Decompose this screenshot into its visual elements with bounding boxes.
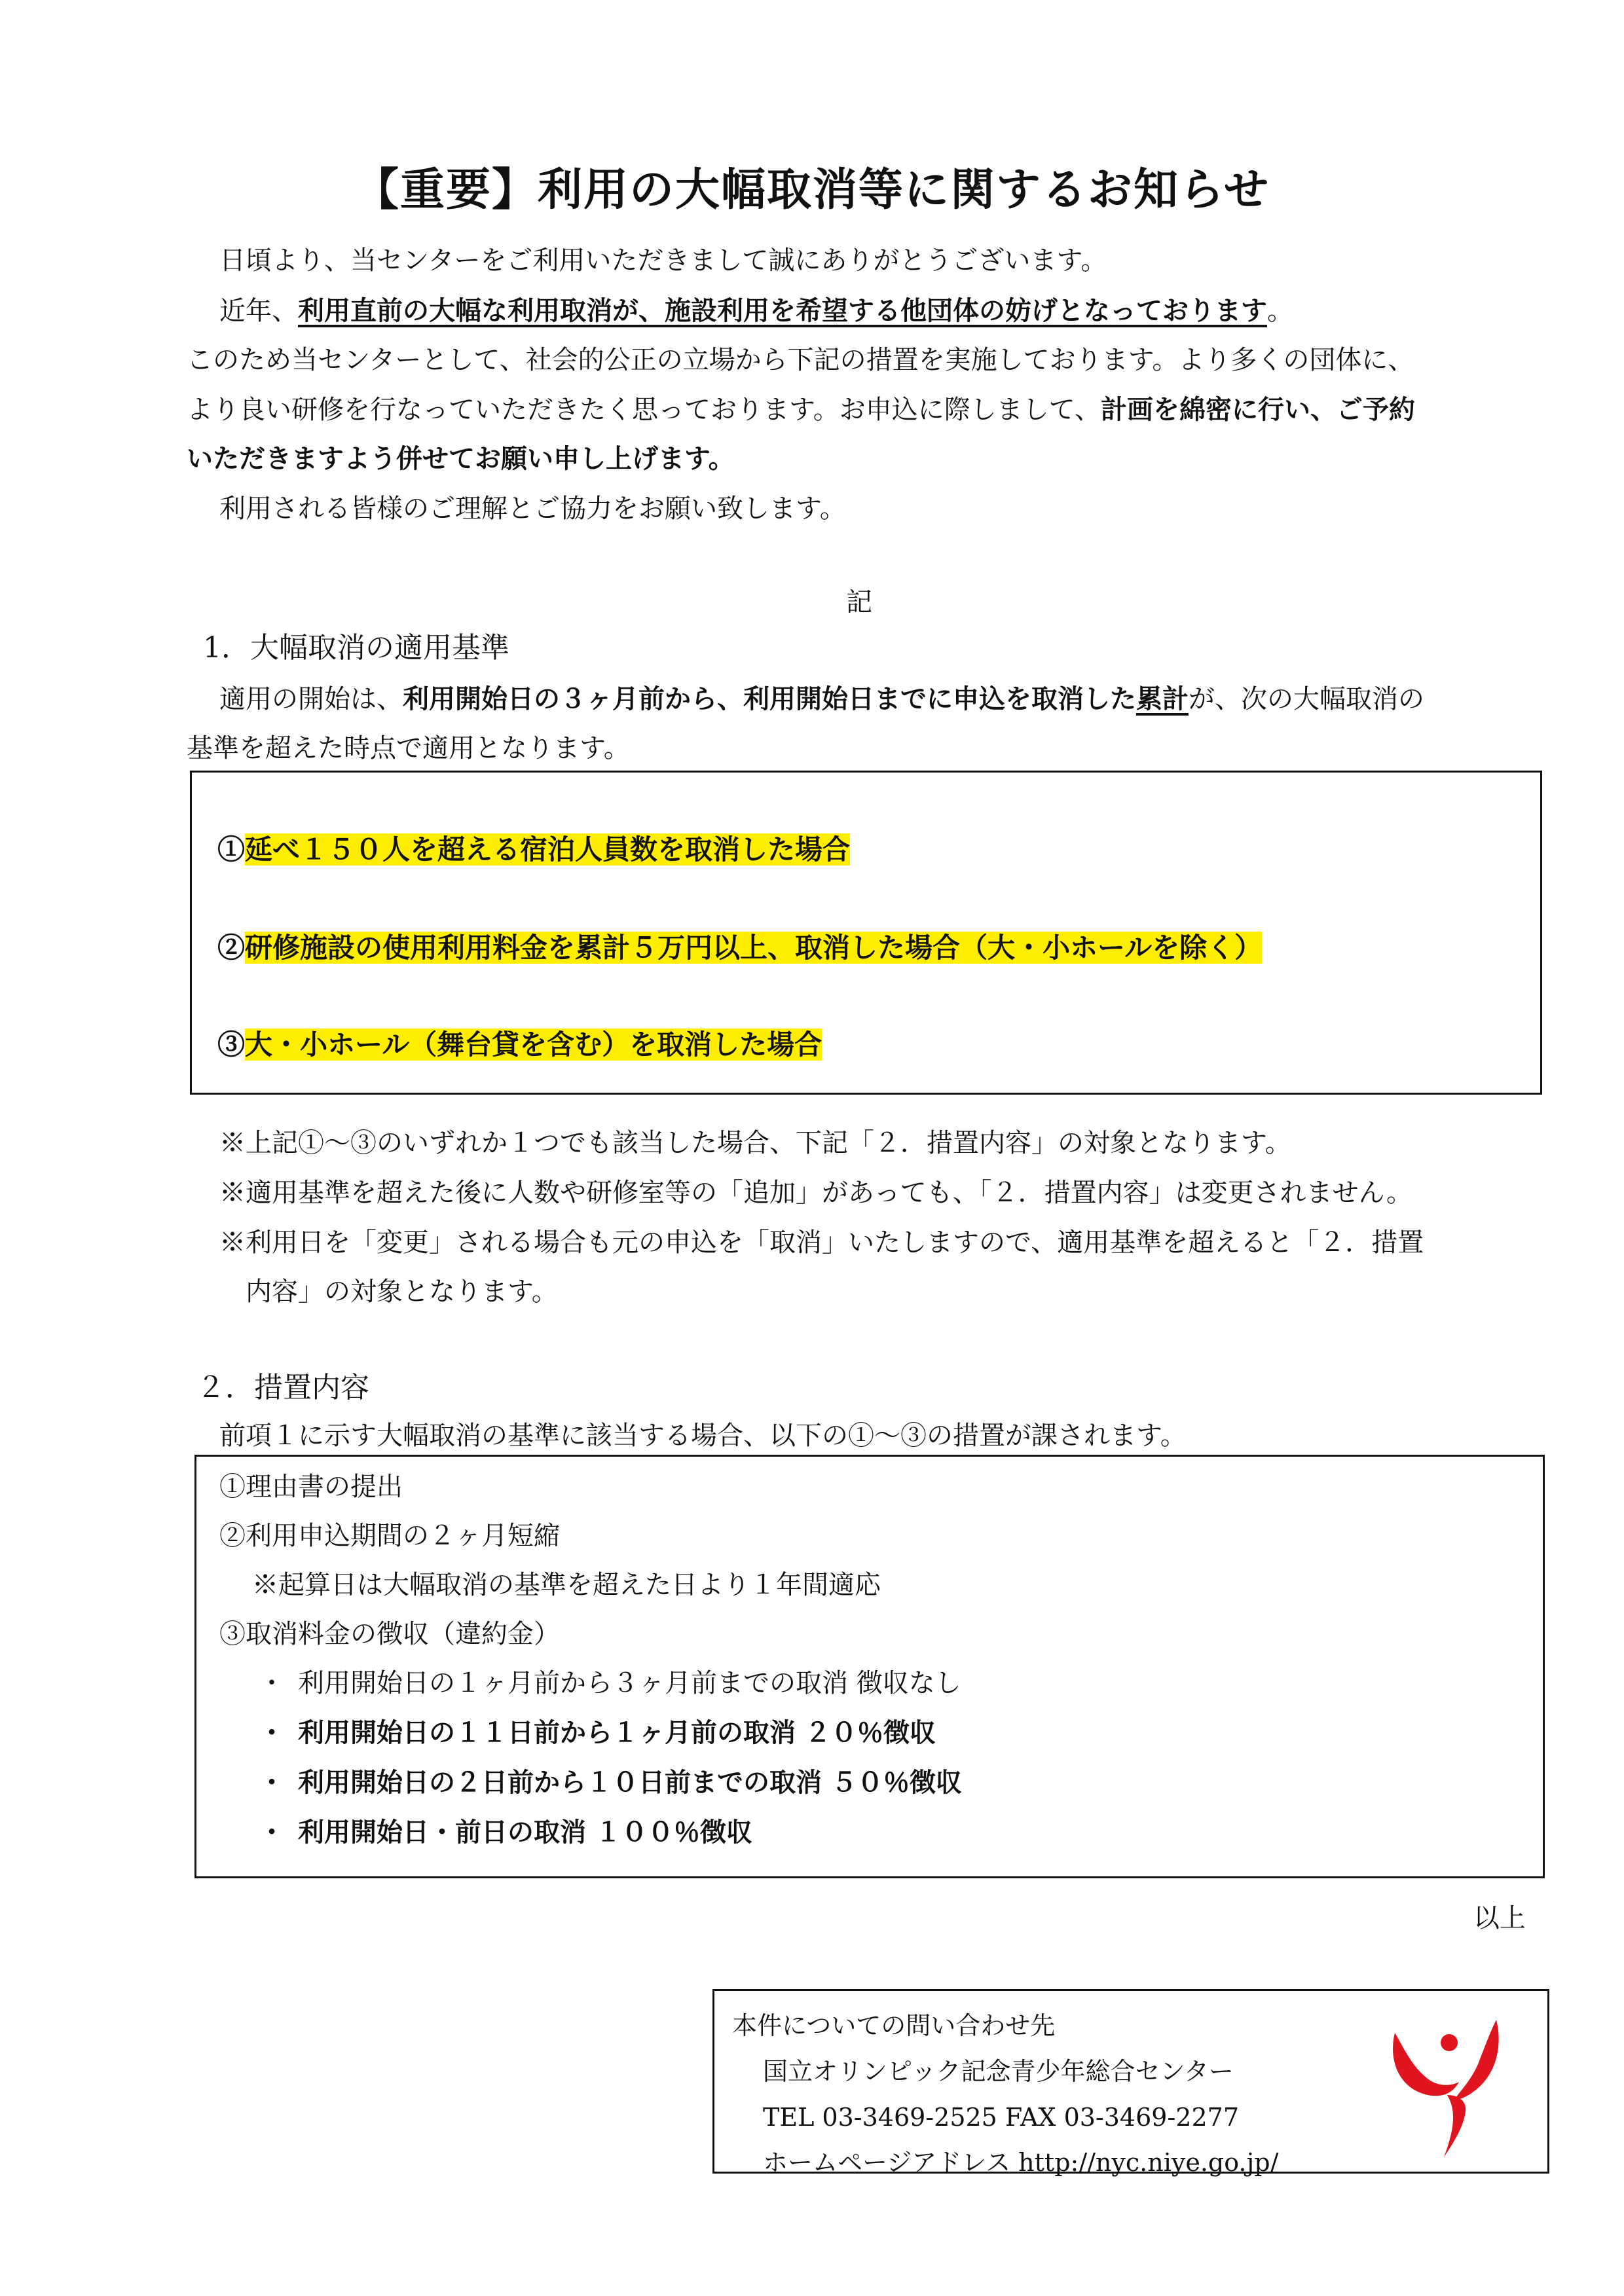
intro-line-4-text: より良い研修を行なっていただきたく思っております。お申込に際しまして、 bbox=[187, 395, 1101, 425]
fee-bullet: ・ bbox=[259, 1767, 285, 1798]
note-3: ※利用日を「変更」される場合も元の申込を「取消」いたしますので、適用基準を超えると「２．措置 bbox=[219, 1228, 1424, 1258]
fee-text-2: 利用開始日の１１日前から１ヶ月前の取消 ２０％徴収 bbox=[298, 1717, 936, 1748]
measure-3: ③取消料金の徴収（違約金） bbox=[219, 1619, 560, 1649]
note-1: ※上記①～③のいずれか１つでも該当した場合、下記「２．措置内容」の対象となります。 bbox=[219, 1128, 1291, 1158]
criterion-2-text: 研修施設の使用利用料金を累計５万円以上、取消した場合（大・小ホールを除く） bbox=[245, 932, 1263, 964]
fee-text-4: 利用開始日・前日の取消 １００％徴収 bbox=[298, 1817, 752, 1848]
criterion-1-num: ① bbox=[217, 833, 246, 866]
intro-line-4-bold: 計画を綿密に行い、ご予約 bbox=[1101, 394, 1415, 425]
measure-2: ②利用申込期間の２ヶ月短縮 bbox=[219, 1521, 560, 1551]
intro-line-6: 利用される皆様のご理解とご協力をお願い致します。 bbox=[219, 494, 846, 524]
fee-bullet: ・ bbox=[259, 1668, 285, 1698]
note-2: ※適用基準を超えた後に人数や研修室等の「追加」があっても、「２．措置内容」は変更されません。 bbox=[219, 1178, 1412, 1208]
measure-1: ①理由書の提出 bbox=[219, 1472, 403, 1502]
nyc-logo-icon bbox=[1382, 2013, 1506, 2160]
intro-line-2-suffix: 。 bbox=[1267, 296, 1293, 326]
section-2-body: 前項１に示す大幅取消の基準に該当する場合、以下の①～③の措置が課されます。 bbox=[219, 1421, 1187, 1451]
intro-line-1: 日頃より、当センターをご利用いただきまして誠にありがとうございます。 bbox=[219, 246, 1107, 276]
criterion-1-text: 延べ１５０人を超える宿泊人員数を取消した場合 bbox=[245, 833, 851, 866]
criterion-2-num: ② bbox=[217, 932, 246, 964]
contact-heading: 本件についての問い合わせ先 bbox=[732, 2011, 1056, 2040]
section-1-body-1b: 利用開始日の３ヶ月前から、利用開始日までに申込を取消した bbox=[403, 683, 1136, 714]
intro-line-2-prefix: 近年、 bbox=[219, 296, 298, 326]
criterion-2 bbox=[217, 934, 1262, 962]
section-1-cumulative: 累計 bbox=[1136, 683, 1189, 714]
fee-row-1 bbox=[259, 1670, 961, 1696]
contact-web: ホームページアドレス http://nyc.niye.go.jp/ bbox=[763, 2148, 1279, 2177]
intro-line-2 bbox=[219, 295, 1293, 326]
intro-line-3: このため当センターとして、社会的公正の立場から下記の措置を実施しております。より多くの団体に、 bbox=[187, 345, 1414, 375]
contact-org: 国立オリンピック記念青少年総合センター bbox=[763, 2057, 1234, 2086]
fee-row-2 bbox=[259, 1717, 936, 1748]
section-1-body-1 bbox=[219, 683, 1424, 714]
measure-2-note: ※起算日は大幅取消の基準を超えた日より１年間適応 bbox=[252, 1570, 881, 1600]
measures-box bbox=[194, 1455, 1545, 1878]
criterion-1 bbox=[217, 833, 851, 866]
section-1-body-1d: が、次の大幅取消の bbox=[1189, 684, 1424, 714]
closing-text: 以上 bbox=[1473, 1903, 1526, 1933]
criterion-3 bbox=[217, 1031, 822, 1059]
fee-bullet: ・ bbox=[259, 1817, 285, 1848]
ki-marker: 記 bbox=[846, 587, 872, 617]
contact-tel-fax: TEL 03-3469-2525 FAX 03-3469-2277 bbox=[763, 2103, 1240, 2132]
criterion-3-text: 大・小ホール（舞台貸を含む）を取消した場合 bbox=[245, 1029, 822, 1061]
section-1-body-2: 基準を超えた時点で適用となります。 bbox=[187, 733, 630, 763]
intro-emphasis: 利用直前の大幅な利用取消が、施設利用を希望する他団体の妨げとなっております bbox=[298, 295, 1267, 326]
fee-row-4 bbox=[259, 1819, 752, 1846]
intro-line-4 bbox=[187, 394, 1415, 425]
fee-text-1: 利用開始日の１ヶ月前から３ヶ月前までの取消 徴収なし bbox=[298, 1668, 961, 1698]
fee-text-3: 利用開始日の２日前から１０日前までの取消 ５０％徴収 bbox=[298, 1767, 962, 1798]
note-3-cont: 内容」の対象となります。 bbox=[246, 1277, 558, 1307]
criterion-3-num: ③ bbox=[217, 1029, 246, 1061]
intro-line-5: いただきますよう併せてお願い申し上げます。 bbox=[187, 443, 735, 474]
fee-bullet: ・ bbox=[259, 1717, 285, 1748]
section-2-heading: ２．措置内容 bbox=[196, 1371, 369, 1404]
page-title: 【重要】利用の大幅取消等に関するお知らせ bbox=[354, 164, 1270, 216]
fee-row-3 bbox=[259, 1767, 962, 1798]
section-1-body-1a: 適用の開始は、 bbox=[219, 684, 403, 714]
section-1-heading: 1．大幅取消の適用基準 bbox=[203, 631, 509, 665]
